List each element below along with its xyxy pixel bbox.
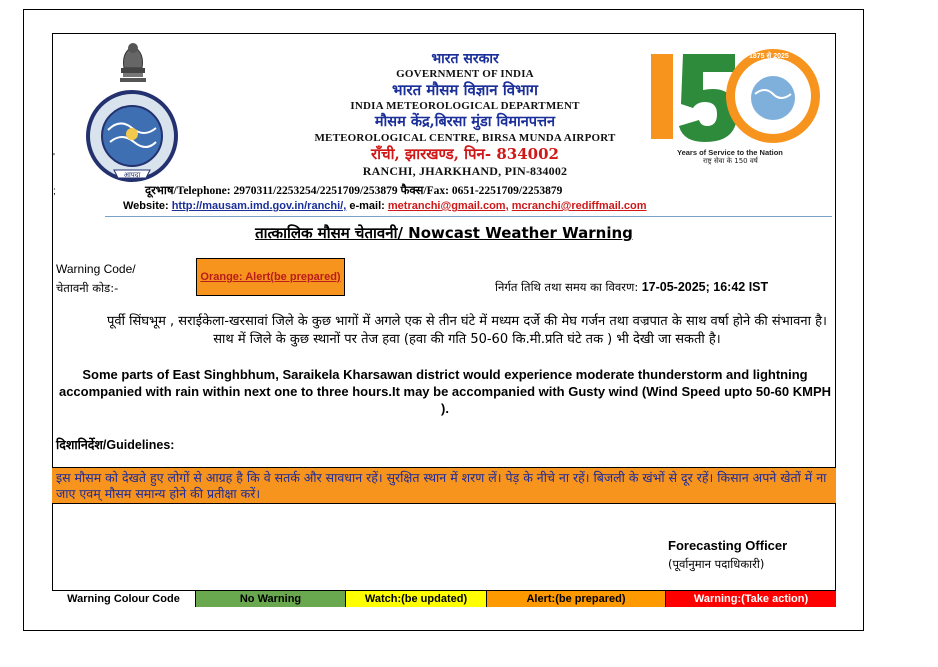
officer-title-hi: (पूर्वानुमान पदाधिकारी) (668, 557, 765, 571)
issued-label: निर्गत तिथि तथा समय का विवरण: (495, 280, 639, 294)
anniversary-caption-en: Years of Service to the Nation (677, 148, 783, 157)
warning-colour-legend (52, 590, 836, 607)
header-centre-hindi: मौसम केंद्र,बिरसा मुंडा विमानपत्तन (374, 113, 556, 130)
issued-value: 17-05-2025; 16:42 IST (641, 280, 769, 294)
legend-no-warning: No Warning (196, 591, 346, 607)
guidelines-text: इस मौसम को देखते हुए लोगों से आग्रह है कि वे सतर्क और सावधान रहें। सुरक्षित स्थान में शरण लें। पेड़ के नीचे ना रहें। बिजली के खंभों से दूर रहें। किसान अपने खेतों में ना जाए एवम् मौसम समान्य होने की प्रतीक्षा करें। (52, 467, 836, 504)
header-govt-hindi: भारत सरकार (431, 51, 499, 67)
officer-title-en: Forecasting Officer (668, 538, 788, 553)
header-dept-hindi: भारत मौसम विज्ञान विभाग (392, 81, 538, 99)
anniversary-logo (645, 44, 825, 170)
header-govt-english: GOVERNMENT OF INDIA (396, 68, 534, 80)
warning-code-badge: Orange: Alert(be prepared) (196, 258, 345, 296)
imd-ribbon-text: आपदा (123, 171, 141, 179)
anniversary-150-icon (645, 44, 825, 149)
warning-message-hindi: पूर्वी सिंघभूम , सराईकेला-खरसावां जिले के कुछ भागों में अगले एक से तीन घंटे में मध्यम दर्जे की मेघ गर्जन तथा वज्रपात के साथ वर्षा होने की संभावना है। साथ में जिले के कुछ स्थानों पर तेज हवा (हवा की गति 50-60 कि.मी.प्रति घंटे तक ) भी देखी जा सकती है। (107, 314, 827, 347)
legend-alert: Alert:(be prepared) (487, 591, 666, 607)
website-label: Website: (123, 200, 169, 212)
imd-seal-icon (84, 88, 180, 184)
national-emblem-icon (112, 38, 154, 86)
website-link[interactable]: http://mausam.imd.gov.in/ranchi/, (171, 200, 347, 212)
email-link-2[interactable]: mcranchi@rediffmail.com (511, 200, 647, 212)
signature-block (668, 538, 787, 572)
header-centre-english: METEOROLOGICAL CENTRE, BIRSA MUNDA AIRPORT (314, 131, 616, 144)
anniversary-years-range: 1875 से 2025 (749, 53, 789, 60)
warning-message-english: Some parts of East Singhbhum, Saraikela Kharsawan district would experience moderate thunderstorm and lightning accompanied with rain within next one to three hours.It may be accompanied with Gusty wind (Wind Speed upto 50-60 KMPH ). (58, 367, 832, 416)
email-link-1[interactable]: metranchi@gmail.com, (387, 200, 509, 212)
anniversary-caption-hi: राष्ट्र सेवा के 150 वर्ष (703, 157, 758, 165)
header-separator (105, 216, 832, 217)
warning-code-label-hi: चेतावनी कोड:- (56, 281, 119, 295)
header-dept-english: INDIA METEOROLOGICAL DEPARTMENT (350, 100, 580, 112)
guidelines-label: दिशानिर्देश/Guidelines: (56, 438, 175, 452)
legend-header: Warning Colour Code (52, 591, 196, 607)
website-line (123, 200, 647, 212)
issued-datetime (495, 280, 768, 295)
legend-warning: Warning:(Take action) (666, 591, 836, 607)
header-city-hindi: राँची, झारखण्ड, पिन- 834002 (371, 144, 559, 163)
header-city-english: RANCHI, JHARKHAND, PIN-834002 (362, 163, 568, 178)
warning-code-label (56, 260, 136, 298)
email-label: e-mail: (349, 200, 385, 212)
legend-watch: Watch:(be updated) (346, 591, 487, 607)
contact-line: दूरभाष/Telephone: 2970311/2253254/2251709/253879 फैक्स/Fax: 0651-2251709/2253879 (145, 185, 563, 197)
warning-code-label-en: Warning Code/ (56, 262, 136, 276)
page-title: तात्कालिक मौसम चेतावनी/ Nowcast Weather Warning (255, 224, 633, 242)
